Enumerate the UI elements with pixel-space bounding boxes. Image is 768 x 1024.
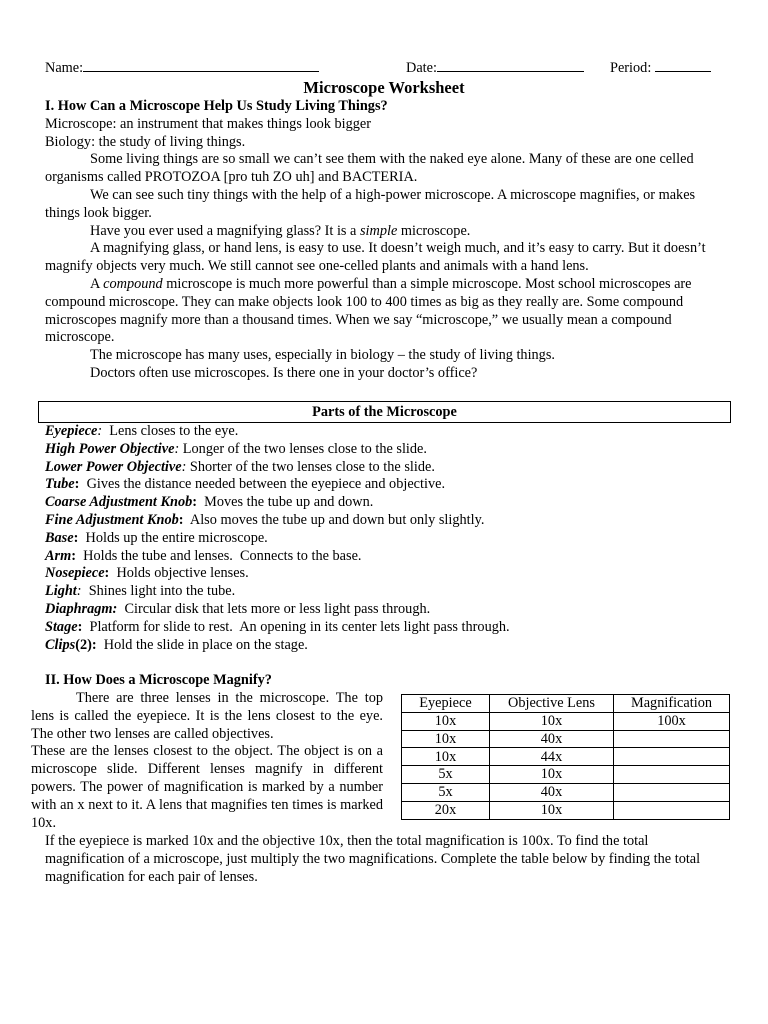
- definition-biology: Biology: the study of living things.: [45, 133, 246, 150]
- part-description: Also moves the tube up and down but only slightly.: [183, 511, 485, 528]
- header-magnification: Magnification: [614, 695, 730, 713]
- section-2-heading: II. How Does a Microscope Magnify?: [45, 672, 272, 688]
- part-separator: :: [104, 565, 110, 582]
- part-separator: :: [76, 583, 82, 600]
- period-field: [610, 59, 711, 78]
- part-term: Base: [45, 529, 74, 546]
- part-item: [45, 565, 715, 583]
- table-cell: 10x: [402, 712, 490, 730]
- part-description: Moves the tube up and down.: [197, 494, 374, 511]
- part-item: [45, 423, 715, 441]
- table-cell: 44x: [490, 748, 614, 766]
- table-cell: 40x: [490, 730, 614, 748]
- table-cell: 10x: [490, 801, 614, 819]
- table-row: [402, 730, 730, 748]
- table-cell: 10x: [490, 766, 614, 784]
- paragraph-6: The microscope has many uses, especially in biology – the study of living things.: [90, 347, 555, 364]
- part-term: Coarse Adjustment Knob: [45, 494, 193, 511]
- paragraph-1: Some living things are so small we can’t see them with the naked eye alone. Many of these are one celled organisms called PROTOZOA [pro tuh ZO uh] and BACTERIA.: [45, 151, 694, 186]
- table-cell: 10x: [490, 712, 614, 730]
- section-1-heading: I. How Can a Microscope Help Us Study Living Things?: [45, 98, 388, 114]
- parts-list: [45, 423, 715, 654]
- table-cell: 10x: [402, 730, 490, 748]
- part-separator: (2):: [75, 636, 97, 653]
- part-item: [45, 494, 715, 512]
- magnification-answer-cell[interactable]: [614, 801, 730, 819]
- period-blank[interactable]: [655, 59, 711, 72]
- part-term: Fine Adjustment Knob: [45, 511, 179, 528]
- part-item: [45, 459, 715, 477]
- part-separator: :: [97, 423, 103, 439]
- header-row: [45, 59, 735, 79]
- magnification-answer-cell[interactable]: [614, 730, 730, 748]
- part-description: Lens closes to the eye.: [102, 423, 239, 439]
- part-term: Light: [45, 583, 77, 600]
- name-field: [45, 59, 319, 78]
- part-description: Shorter of the two lenses close to the slide.: [186, 458, 435, 475]
- section-2-paragraph-1: There are three lenses in the microscope. The top lens is called the eyepiece. It is the lens closest to the eye. The other two lenses are called objectives.: [31, 690, 383, 742]
- part-description: Holds the tube and lenses. Connects to the base.: [76, 547, 362, 564]
- magnification-answer-cell[interactable]: [614, 748, 730, 766]
- name-blank[interactable]: [83, 59, 319, 72]
- part-term: Eyepiece: [45, 423, 98, 439]
- section-2-instructions: If the eyepiece is marked 10x and the objective 10x, then the total magnification is 100x. To find the total magnification of a microscope, just multiply the two magnifications. Complete the table below by finding the total magnification for each pair of lenses.: [45, 833, 701, 885]
- header-eyepiece: Eyepiece: [402, 695, 490, 713]
- magnification-answer-cell[interactable]: [614, 783, 730, 801]
- table-cell: 5x: [402, 766, 490, 784]
- parts-title-box: Parts of the Microscope: [38, 401, 731, 423]
- paragraph-2: We can see such tiny things with the help of a high-power microscope. A microscope magnifies, or makes things look bigger.: [45, 186, 696, 221]
- paragraph-7: Doctors often use microscopes. Is there one in your doctor’s office?: [90, 364, 478, 381]
- period-label: Period:: [610, 60, 652, 76]
- date-field: [406, 59, 584, 78]
- part-description: Longer of the two lenses close to the slide.: [179, 440, 427, 457]
- part-term: Clips: [45, 636, 76, 653]
- part-term: Diaphragm:: [45, 600, 118, 617]
- paragraph-4: A magnifying glass, or hand lens, is easy to use. It doesn’t weigh much, and it’s easy to carry. But it doesn’t magnify objects very much. We still cannot see one-celled plants and animals with a hand lens.: [45, 240, 706, 275]
- part-description: Gives the distance needed between the eyepiece and objective.: [79, 476, 446, 493]
- table-row: [402, 712, 730, 730]
- section-1: [45, 98, 715, 383]
- table-cell: 40x: [490, 783, 614, 801]
- table-cell: 20x: [402, 801, 490, 819]
- part-description: Shines light into the tube.: [81, 583, 236, 600]
- name-label: Name:: [45, 60, 84, 76]
- part-term: High Power Objective: [45, 440, 175, 457]
- part-separator: :: [192, 494, 198, 511]
- part-description: Platform for slide to rest. An opening in its center lets light pass through.: [82, 618, 510, 635]
- part-item: [45, 548, 715, 566]
- header-objective-lens: Objective Lens: [490, 695, 614, 713]
- part-separator: :: [74, 476, 80, 493]
- section-2-left-text: [31, 690, 383, 832]
- part-item: [45, 601, 715, 619]
- part-item: [45, 530, 715, 548]
- part-description: Circular disk that lets more or less light pass through.: [117, 600, 431, 617]
- part-description: Holds objective lenses.: [109, 565, 249, 582]
- part-separator: :: [77, 618, 83, 635]
- part-term: Nosepiece: [45, 565, 105, 582]
- date-blank[interactable]: [437, 59, 584, 72]
- table-cell: 10x: [402, 748, 490, 766]
- part-term: Lower Power Objective: [45, 458, 182, 475]
- part-item: [45, 512, 715, 530]
- part-separator: :: [178, 511, 184, 528]
- part-term: Tube: [45, 476, 75, 493]
- part-term: Arm: [45, 547, 72, 564]
- paragraph-3: Have you ever used a magnifying glass? It is a simple microscope.: [90, 222, 471, 239]
- part-separator: :: [71, 547, 76, 564]
- table-header-row: [402, 695, 730, 713]
- part-separator: :: [73, 529, 79, 546]
- part-item: [45, 583, 715, 601]
- page-title: Microscope Worksheet: [303, 78, 465, 97]
- definition-microscope: Microscope: an instrument that makes things look bigger: [45, 115, 371, 132]
- magnification-answer-cell[interactable]: [614, 766, 730, 784]
- date-label: Date:: [406, 60, 437, 76]
- part-description: Holds up the entire microscope.: [78, 529, 268, 546]
- magnification-table: [401, 694, 730, 820]
- part-item: [45, 441, 715, 459]
- part-separator: :: [174, 440, 180, 457]
- table-cell: 5x: [402, 783, 490, 801]
- table-row: [402, 748, 730, 766]
- table-row: [402, 766, 730, 784]
- table-row: [402, 783, 730, 801]
- part-item: [45, 476, 715, 494]
- part-item: [45, 637, 715, 655]
- section-2-paragraph-2: These are the lenses closest to the object. The object is on a microscope slide. Different lenses magnify in different powers. The power of magnification is marked by a number with an x next to it. A lens that magnifies ten times is marked 10x.: [31, 743, 383, 831]
- part-description: Hold the slide in place on the stage.: [96, 636, 308, 653]
- part-item: [45, 619, 715, 637]
- paragraph-5: A compound microscope is much more powerful than a simple microscope. Most school microscopes are compound microscope. They can make objects look 100 to 400 times as big as they really are. Some compound microscopes magnify more than a thousand times. When we say “microscope,” we usually mean a compound microscope.: [45, 275, 692, 346]
- part-term: Stage: [45, 618, 78, 635]
- part-separator: :: [181, 458, 187, 475]
- table-row: [402, 801, 730, 819]
- magnification-answer-cell[interactable]: 100x: [614, 712, 730, 730]
